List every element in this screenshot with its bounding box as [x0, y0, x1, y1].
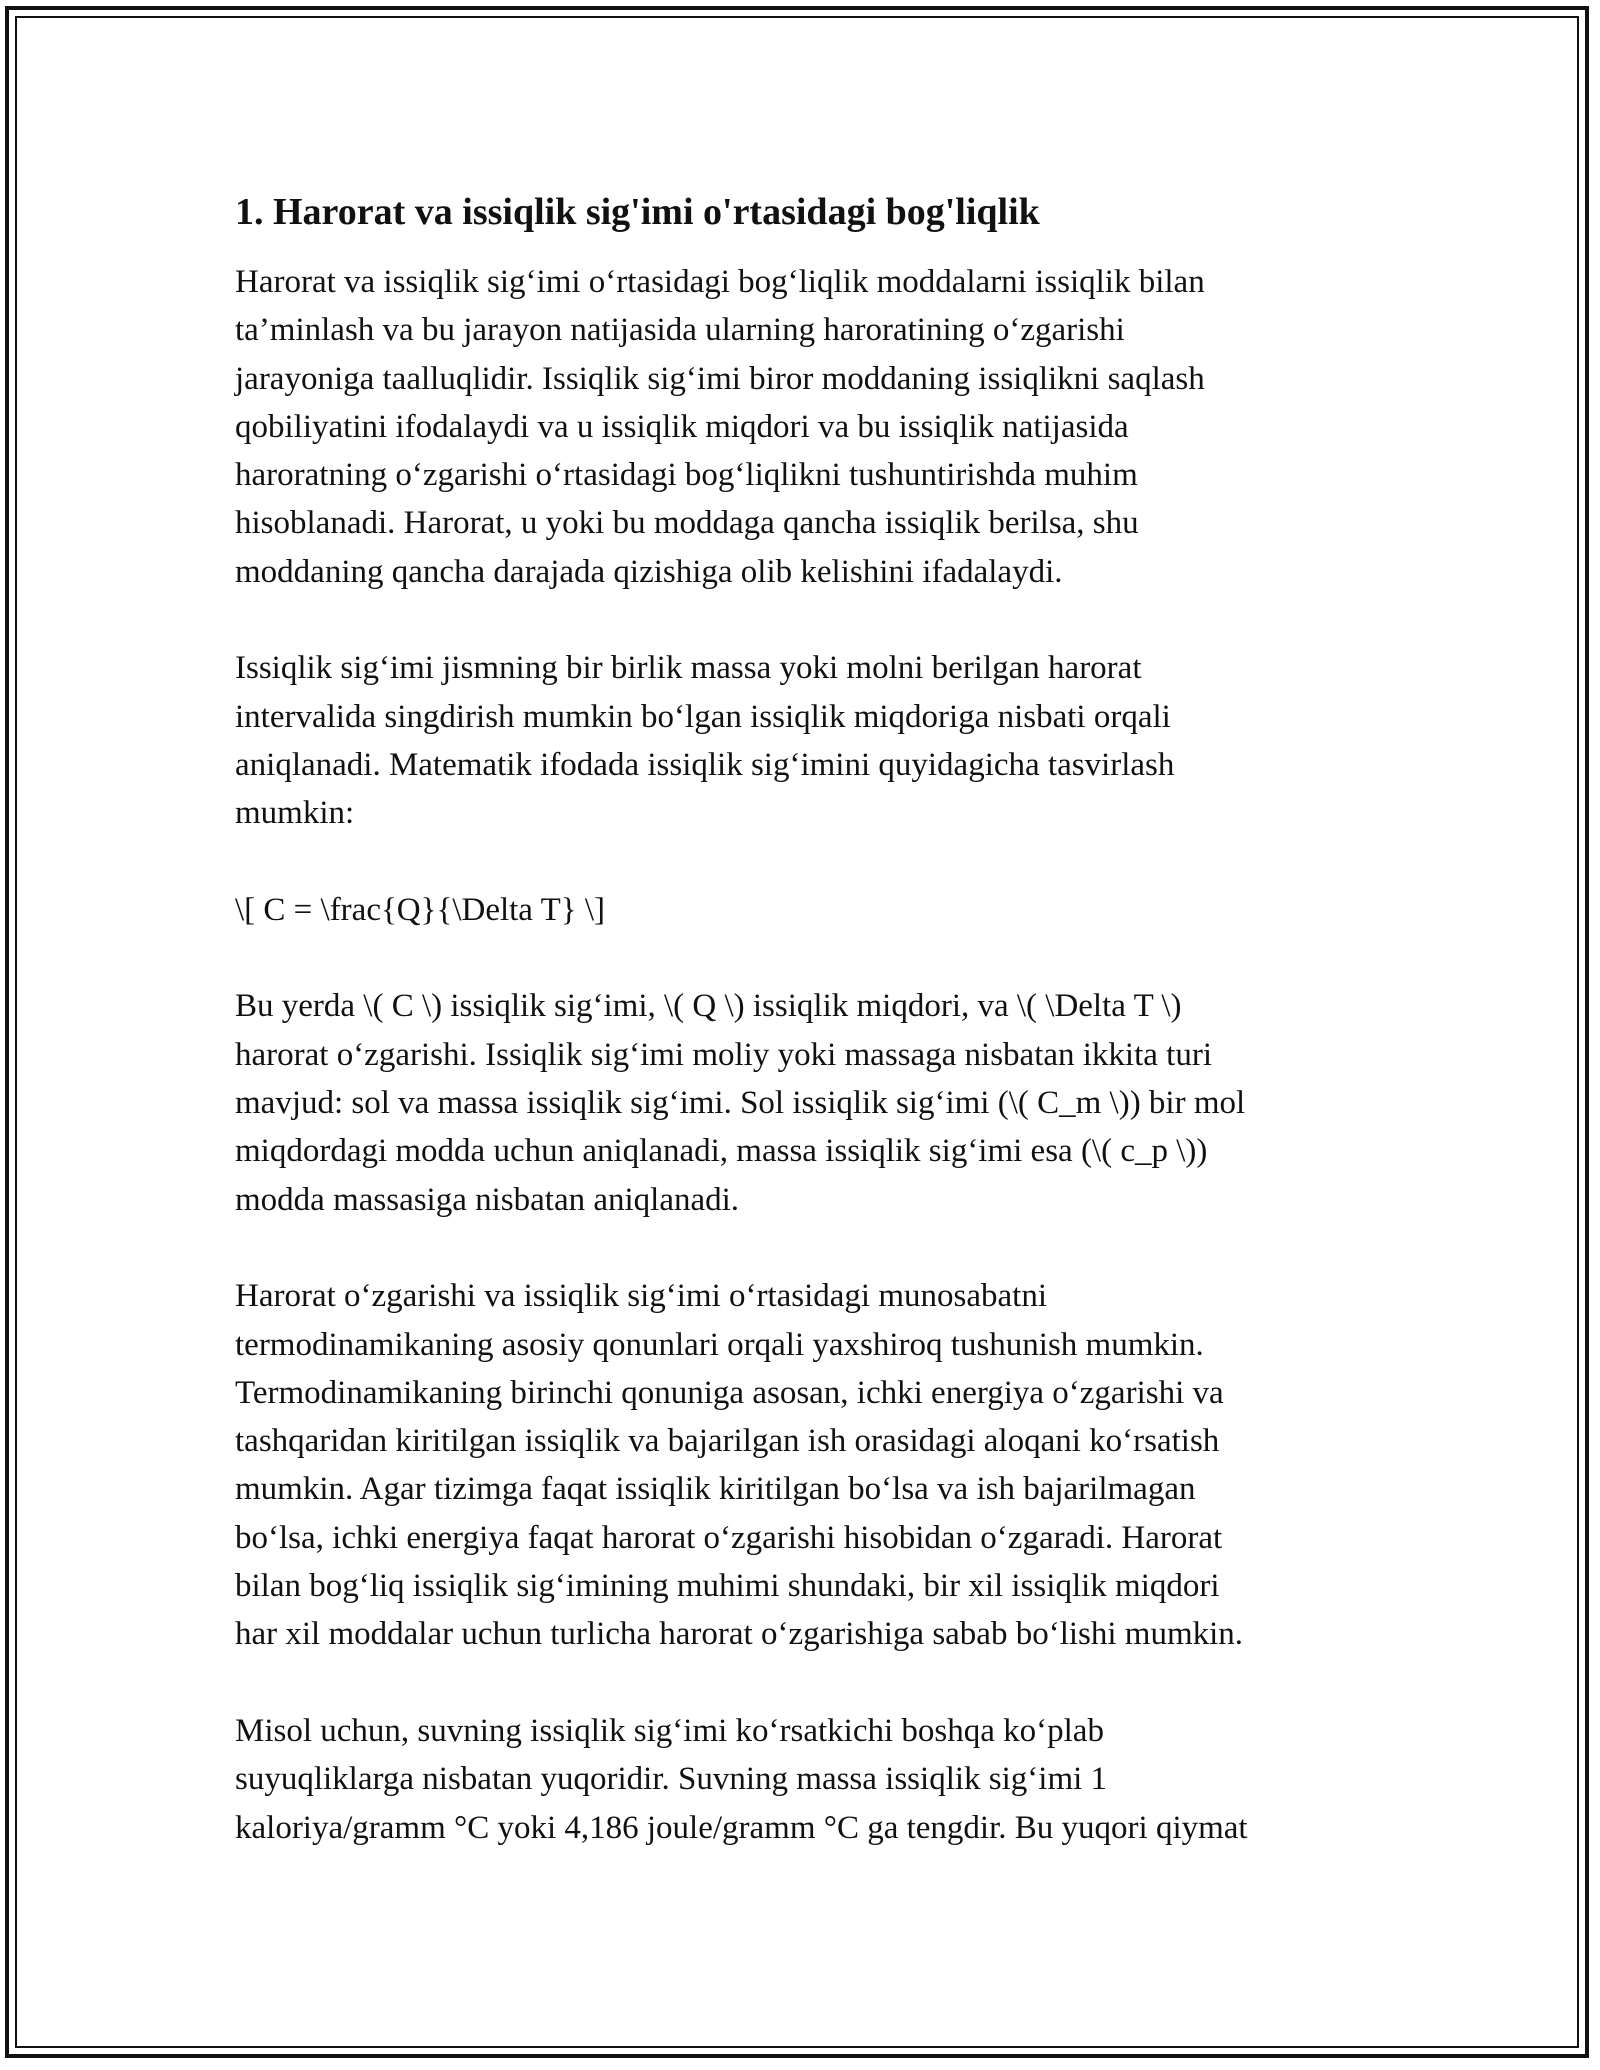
text-line: moddaning qancha darajada qizishiga olib kelishini ifadalaydi.	[235, 553, 1063, 590]
text-line: bo‘lsa, ichki energiya faqat harorat o‘zgarishi hisobidan o‘zgaradi. Harorat	[235, 1519, 1223, 1556]
paragraph-list	[235, 258, 1385, 1852]
section-heading: 1. Harorat va issiqlik sig'imi o'rtasidagi bog'liqlik	[235, 191, 1040, 233]
body-paragraph	[235, 982, 1385, 1223]
text-line: Termodinamikaning birinchi qonuniga asosan, ichki energiya o‘zgarishi va	[235, 1374, 1224, 1411]
text-line: miqdordagi modda uchun aniqlanadi, massa issiqlik sig‘imi esa (\( c_p \))	[235, 1133, 1208, 1170]
text-line: mavjud: sol va massa issiqlik sig‘imi. Sol issiqlik sig‘imi (\( C_m \)) bir mol	[235, 1085, 1246, 1122]
formula-paragraph	[235, 886, 1385, 934]
body-paragraph	[235, 258, 1385, 596]
text-line: har xil moddalar uchun turlicha harorat o‘zgarishiga sabab bo‘lishi mumkin.	[235, 1616, 1244, 1653]
text-line: haroratning o‘zgarishi o‘rtasidagi bog‘liqlikni tushuntirishda muhim	[235, 457, 1138, 494]
text-line: Issiqlik sig‘imi jismning bir birlik massa yoki molni berilgan harorat	[235, 650, 1142, 687]
text-line: mumkin. Agar tizimga faqat issiqlik kiritilgan bo‘lsa va ish bajarilmagan	[235, 1471, 1196, 1508]
text-line: Misol uchun, suvning issiqlik sig‘imi ko‘rsatkichi boshqa ko‘plab	[235, 1712, 1104, 1749]
text-line: termodinamikaning asosiy qonunlari orqali yaxshiroq tushunish mumkin.	[235, 1326, 1204, 1363]
text-line: harorat o‘zgarishi. Issiqlik sig‘imi moliy yoki massaga nisbatan ikkita turi	[235, 1036, 1212, 1073]
text-line: Harorat va issiqlik sig‘imi o‘rtasidagi bog‘liqlik moddalarni issiqlik bilan	[235, 264, 1205, 300]
text-line: suyuqliklarga nisbatan yuqoridir. Suvning massa issiqlik sig‘imi 1	[235, 1761, 1108, 1798]
body-paragraph	[235, 644, 1385, 837]
text-line: hisoblanadi. Harorat, u yoki bu moddaga qancha issiqlik berilsa, shu	[235, 505, 1139, 542]
text-line: \[ C = \frac{Q}{\Delta T} \]	[235, 891, 606, 928]
text-line: jarayoniga taalluqlidir. Issiqlik sig‘imi biror moddaning issiqlikni saqlash	[235, 360, 1205, 397]
text-line: Harorat o‘zgarishi va issiqlik sig‘imi o‘rtasidagi munosabatni	[235, 1278, 1047, 1315]
text-line: mumkin:	[235, 795, 355, 832]
text-line: Bu yerda \( C \) issiqlik sig‘imi, \( Q \) issiqlik miqdori, va \( \Delta T \)	[235, 988, 1182, 1025]
text-line: kaloriya/gramm °C yoki 4,186 joule/gramm °C ga tengdir. Bu yuqori qiymat	[235, 1809, 1248, 1846]
text-line: qobiliyatini ifodalaydi va u issiqlik miqdori va bu issiqlik natijasida	[235, 408, 1129, 445]
text-line: tashqaridan kiritilgan issiqlik va bajarilgan ish orasidagi aloqani ko‘rsatish	[235, 1423, 1220, 1460]
document-body	[235, 186, 1385, 1900]
text-line: modda massasiga nisbatan aniqlanadi.	[235, 1181, 740, 1218]
text-line: intervalida singdirish mumkin bo‘lgan issiqlik miqdoriga nisbati orqali	[235, 698, 1171, 735]
text-line: ta’minlash va bu jarayon natijasida ularning haroratining o‘zgarishi	[235, 312, 1125, 349]
text-line: bilan bog‘liq issiqlik sig‘imining muhimi shundaki, bir xil issiqlik miqdori	[235, 1568, 1220, 1605]
body-paragraph	[235, 1272, 1385, 1658]
body-paragraph	[235, 1707, 1385, 1852]
text-line: aniqlanadi. Matematik ifodada issiqlik sig‘imini quyidagicha tasvirlash	[235, 746, 1175, 783]
